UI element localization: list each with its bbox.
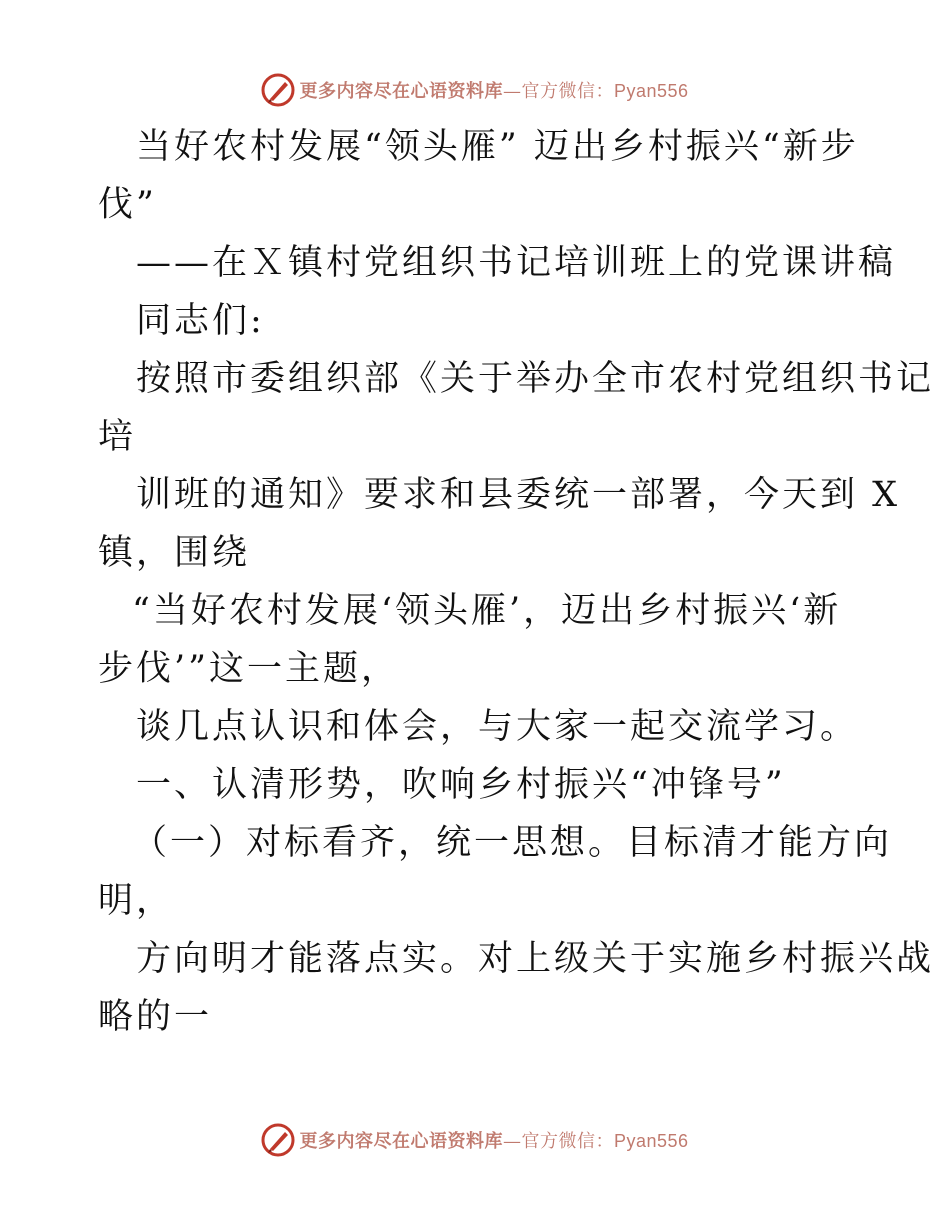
doc-subsection-heading: （一）对标看齐，统一思想。目标清才能方向 — [132, 823, 893, 863]
doc-paragraph-line: 略的一 — [98, 997, 213, 1037]
doc-paragraph-line: 训班的通知》要求和县委统一部署，今天到 X — [136, 475, 901, 515]
doc-section-heading: 一、认清形势，吹响乡村振兴“冲锋号” — [136, 765, 786, 805]
doc-paragraph-line: 明， — [98, 881, 175, 921]
quill-logo-icon — [261, 73, 295, 107]
watermark-wechat-label: 官方微信： — [521, 81, 614, 102]
watermark-text — [299, 1127, 688, 1153]
doc-title-line-2: 伐” — [98, 185, 157, 225]
watermark-dash: — — [502, 81, 522, 102]
doc-paragraph-line: 培 — [98, 417, 137, 457]
doc-salutation: 同志们: — [136, 301, 265, 341]
watermark-wechat-id: Pyan556 — [613, 1131, 689, 1151]
document-body — [98, 118, 935, 1046]
watermark-site-name: 更多内容尽在心语资料库 — [299, 81, 503, 102]
doc-paragraph-line: 按照市委组织部《关于举办全市农村党组织书记 — [136, 359, 935, 399]
doc-subtitle: ——在Ｘ镇村党组织书记培训班上的党课讲稿 — [136, 243, 897, 283]
watermark-footer — [0, 1120, 950, 1160]
doc-paragraph-line: 步伐’”这一主题， — [98, 649, 400, 689]
quill-logo-icon — [261, 1123, 295, 1157]
watermark-wechat-id: Pyan556 — [613, 81, 689, 101]
doc-paragraph-line: “当好农村发展‘领头雁’，迈出乡村振兴‘新 — [132, 591, 842, 631]
doc-title-line-1: 当好农村发展“领头雁” 迈出乡村振兴“新步 — [136, 127, 859, 167]
watermark-dash: — — [502, 1131, 522, 1152]
watermark-header — [0, 70, 950, 110]
watermark-wechat-label: 官方微信： — [521, 1131, 614, 1152]
doc-paragraph-line: 镇，围绕 — [98, 533, 251, 573]
watermark-text — [299, 77, 688, 103]
doc-paragraph-line: 谈几点认识和体会，与大家一起交流学习。 — [136, 707, 859, 747]
watermark-site-name: 更多内容尽在心语资料库 — [299, 1131, 503, 1152]
doc-paragraph-line: 方向明才能落点实。对上级关于实施乡村振兴战 — [136, 939, 935, 979]
